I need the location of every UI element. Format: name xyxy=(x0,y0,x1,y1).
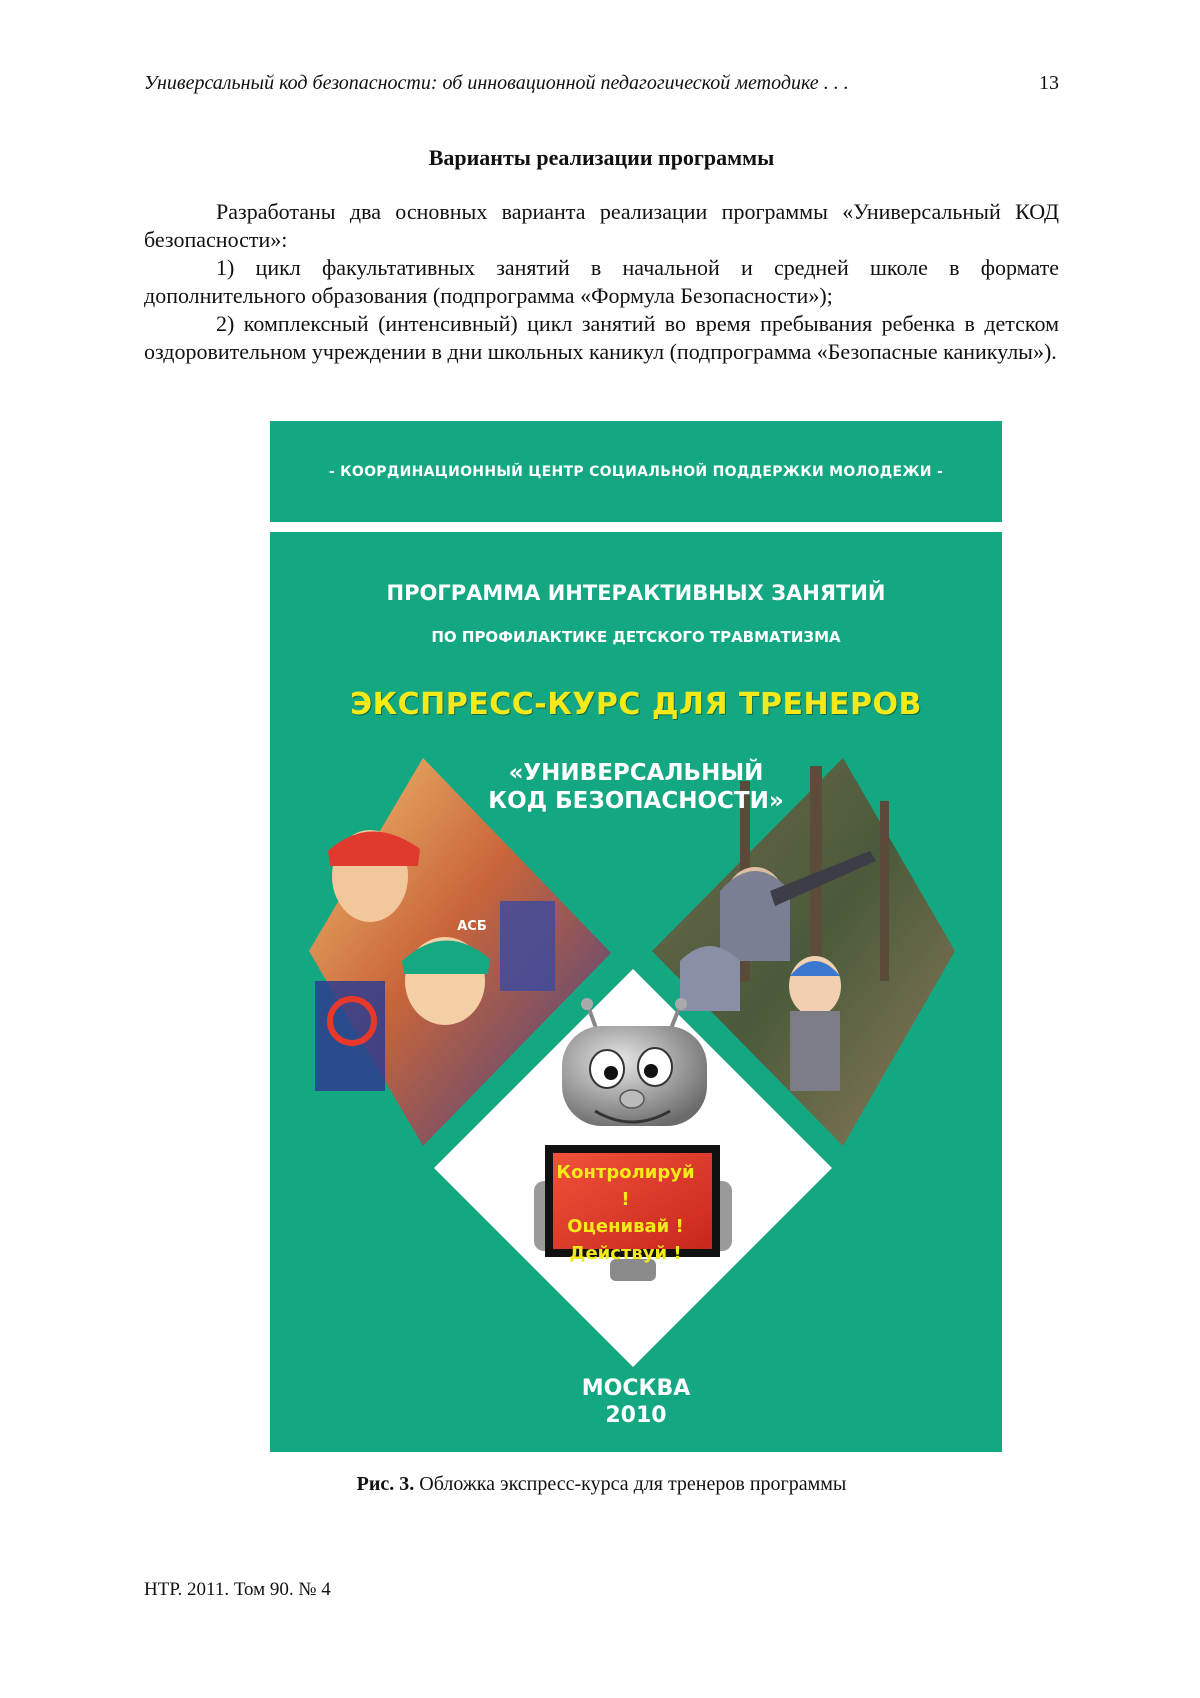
section-title: Варианты реализации программы xyxy=(428,145,775,170)
sign-line-control: Контролируй ! xyxy=(556,1162,695,1210)
robot-sign-text xyxy=(553,1159,698,1267)
body-text xyxy=(144,198,1059,366)
cover-year: 2010 xyxy=(605,1403,667,1428)
sign-line-act: Действуй ! xyxy=(569,1243,682,1264)
paragraph-intro: Разработаны два основных варианта реализации программы «Универсальный КОД безопасности»: xyxy=(144,199,1059,252)
running-title: Универсальный код безопасности: об инновационной педагогической методике . . . xyxy=(144,72,849,94)
program-name-line2: КОД БЕЗОПАСНОСТИ» xyxy=(488,788,784,814)
paragraph-item-1: 1) цикл факультативных занятий в начальной и средней школе в формате дополнительного образования (подпрограмма «Формула Безопасности»); xyxy=(144,255,1059,308)
cover-city: МОСКВА xyxy=(581,1376,691,1401)
cover-artwork xyxy=(270,421,1002,1452)
cover-figure xyxy=(270,421,1002,1452)
program-title: ПРОГРАММА ИНТЕРАКТИВНЫХ ЗАНЯТИЙ xyxy=(386,581,886,605)
banner-divider xyxy=(270,522,1002,532)
sign-line-evaluate: Оценивай ! xyxy=(567,1216,684,1237)
caption-text: Обложка экспресс-курса для тренеров программы xyxy=(414,1473,847,1495)
cap-label: АСБ xyxy=(457,919,487,934)
course-title: ЭКСПРЕСС-КУРС ДЛЯ ТРЕНЕРОВ xyxy=(350,687,922,722)
page-number: 13 xyxy=(1039,72,1059,94)
running-header xyxy=(144,72,1059,95)
caption-label: Рис. 3. xyxy=(356,1473,415,1495)
program-name xyxy=(270,759,1002,815)
paragraph-item-2: 2) комплексный (интенсивный) цикл занятий во время пребывания ребенка в детском оздоровительном учреждении в дни школьных каникул (подпрограмма «Безопасные каникулы»). xyxy=(144,311,1059,364)
figure-caption xyxy=(144,1473,1059,1496)
journal-footer: НТР. 2011. Том 90. № 4 xyxy=(144,1579,331,1600)
program-subtitle: ПО ПРОФИЛАКТИКЕ ДЕТСКОГО ТРАВМАТИЗМА xyxy=(431,628,841,646)
program-name-line1: «УНИВЕРСАЛЬНЫЙ xyxy=(508,760,764,786)
organization-banner: - КООРДИНАЦИОННЫЙ ЦЕНТР СОЦИАЛЬНОЙ ПОДДЕРЖКИ МОЛОДЕЖИ - xyxy=(328,463,944,480)
